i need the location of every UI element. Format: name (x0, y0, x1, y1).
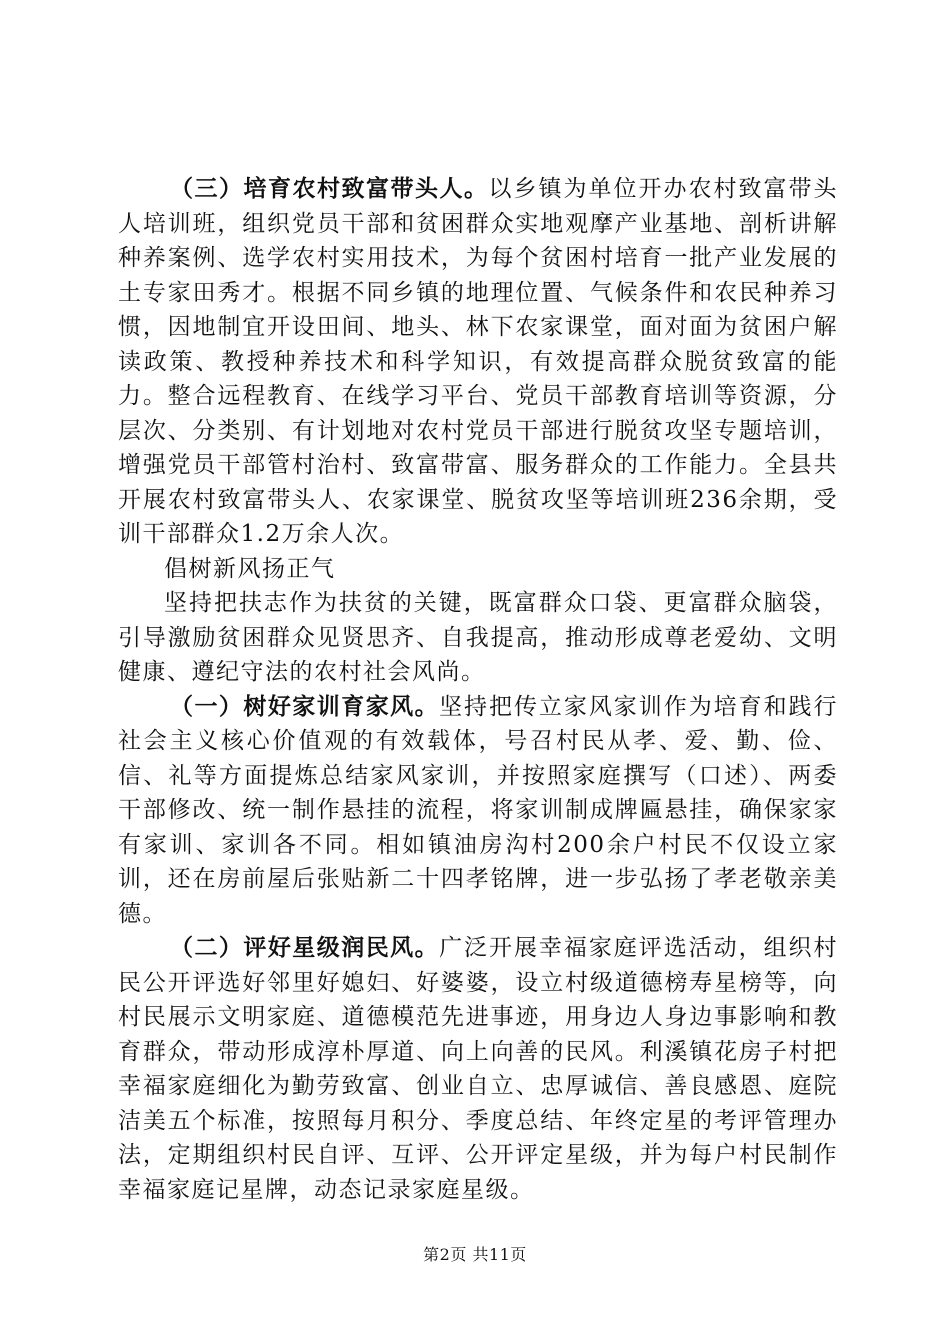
paragraph-text: 坚持把传立家风家训作为培育和践行社会主义核心价值观的有效载体，号召村民从孝、爱、勤、俭、信、礼等方面提炼总结家风家训，并按照家庭撰写（口述）、两委干部修改、统一制作悬挂的流程，将家训制成牌匾悬挂，确保家家有家训、家训各不同。相如镇油房沟村200余户村民不仅设立家训，还在房前屋后张贴新二十四孝铭牌，进一步弘扬了孝老敬亲美德。 (118, 693, 839, 927)
paragraph-star-rating (118, 931, 838, 1207)
paragraph-text: 以乡镇为单位开办农村致富带头人培训班，组织党员干部和贫困群众实地观摩产业基地、剖析讲解种养案例、选学农村实用技术，为每个贫困村培育一批产业发展的土专家田秀才。根据不同乡镇的地理位置、气候条件和农民种养习惯，因地制宜开设田间、地头、林下农家课堂，面对面为贫困户解读政策、教授种养技术和科学知识，有效提高群众脱贫致富的能力。整合远程教育、在线学习平台、党员干部教育培训等资源，分层次、分类别、有计划地对农村党员干部进行脱贫攻坚专题培训，增强党员干部管村治村、致富带富、服务群众的工作能力。全县共开展农村致富带头人、农家课堂、脱贫攻坚等培训班236余期，受训干部群众1.2万余人次。 (118, 176, 838, 547)
document-body (118, 172, 838, 1207)
paragraph-heading: （二）评好星级润民风。 (170, 935, 440, 961)
paragraph-section-intro (118, 586, 838, 690)
paragraph-heading: （一）树好家训育家风。 (170, 693, 440, 720)
paragraph-cultivate-leaders (118, 172, 838, 552)
section-heading-text: 倡树新风扬正气 (164, 555, 336, 582)
paragraph-text: 坚持把扶志作为扶贫的关键，既富群众口袋、更富群众脑袋，引导激励贫困群众见贤思齐、自我提高，推动形成尊老爱幼、文明健康、遵纪守法的农村社会风尚。 (118, 590, 838, 685)
paragraph-text: 广泛开展幸福家庭评选活动，组织村民公开评选好邻里好媳妇、好婆婆，设立村级道德榜寿星榜等，向村民展示文明家庭、道德模范先进事迹，用身边人身边事影响和教育群众，带动形成淳朴厚道、向上向善的民风。利溪镇花房子村把幸福家庭细化为勤劳致富、创业自立、忠厚诚信、善良感恩、庭院洁美五个标准，按照每月积分、季度总结、年终定星的考评管理办法，定期组织村民自评、互评、公开评定星级，并为每户村民制作幸福家庭记星牌，动态记录家庭星级。 (118, 935, 839, 1203)
section-heading-new-customs (118, 552, 838, 587)
paragraph-family-traditions (118, 690, 838, 932)
page-number-footer: 第2页 共11页 (423, 1245, 527, 1264)
paragraph-heading: （三）培育农村致富带头人。 (170, 176, 489, 202)
